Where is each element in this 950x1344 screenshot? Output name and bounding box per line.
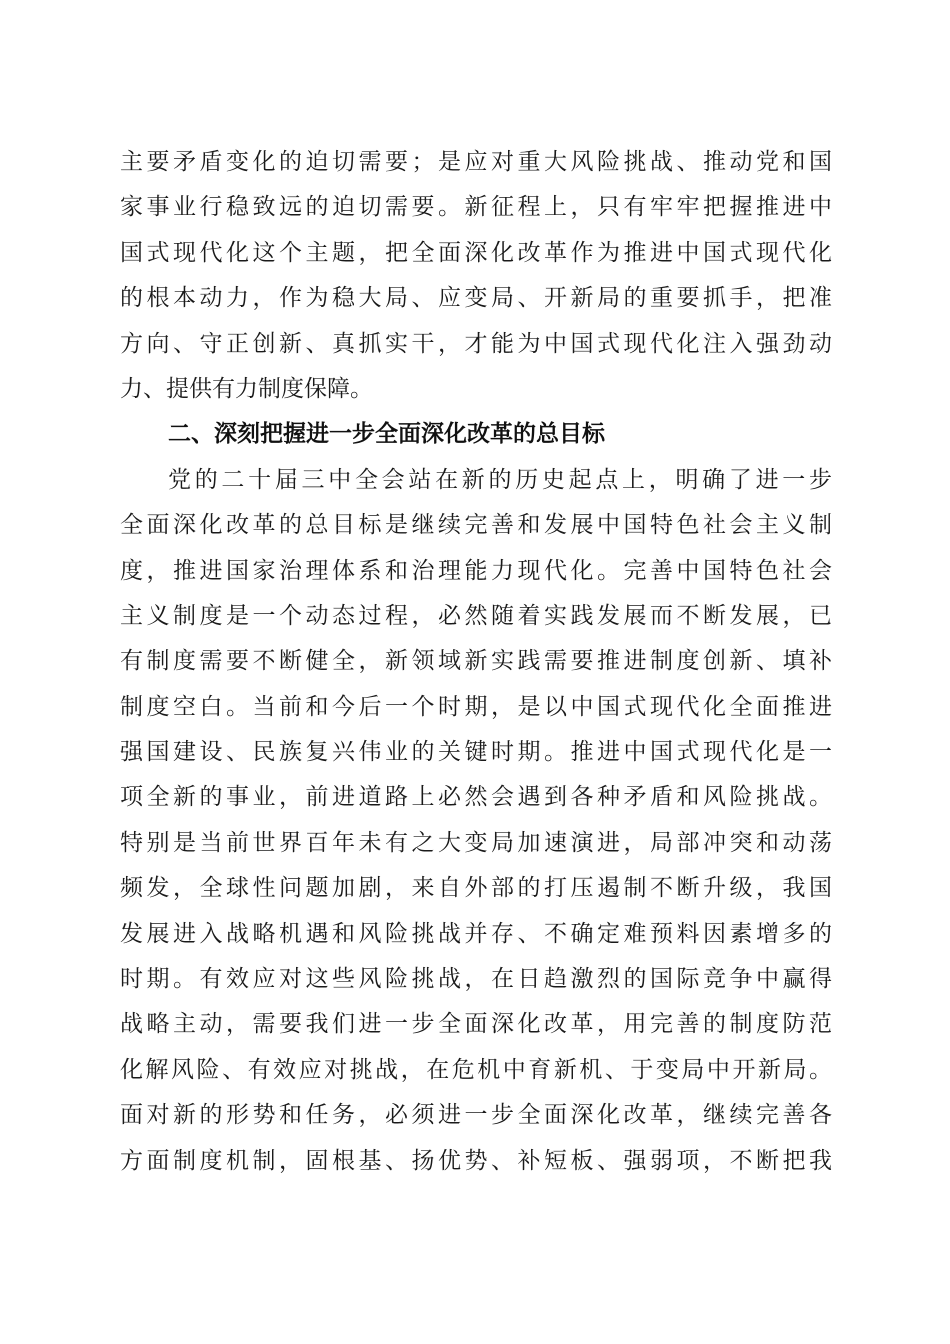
- paragraph-2-line-6: 制度空白。当前和今后一个时期，是以中国式现代化全面推进: [120, 693, 832, 720]
- paragraph-1-line-3: 国式现代化这个主题，把全面深化改革作为推进中国式现代化: [120, 239, 832, 266]
- paragraph-2-line-7: 强国建设、民族复兴伟业的关键时期。推进中国式现代化是一: [120, 739, 832, 766]
- paragraph-2-line-9: 特别是当前世界百年未有之大变局加速演进，局部冲突和动荡: [120, 829, 832, 856]
- paragraph-2-line-1: 党的二十届三中全会站在新的历史起点上，明确了进一步: [168, 466, 832, 493]
- paragraph-2-line-12: 时期。有效应对这些风险挑战，在日趋激烈的国际竞争中赢得: [120, 966, 832, 993]
- paragraph-2-line-8: 项全新的事业，前进道路上必然会遇到各种矛盾和风险挑战。: [120, 784, 832, 811]
- paragraph-2-line-14: 化解风险、有效应对挑战，在危机中育新机、于变局中开新局。: [120, 1056, 832, 1083]
- paragraph-2-line-10: 频发，全球性问题加剧，来自外部的打压遏制不断升级，我国: [120, 875, 832, 902]
- paragraph-2-line-16: 方面制度机制，固根基、扬优势、补短板、强弱项，不断把我: [120, 1147, 832, 1174]
- paragraph-2-line-15: 面对新的形势和任务，必须进一步全面深化改革，继续完善各: [120, 1102, 832, 1129]
- paragraph-1-line-6: 力、提供有力制度保障。: [120, 375, 373, 402]
- paragraph-2-line-3: 度，推进国家治理体系和治理能力现代化。完善中国特色社会: [120, 557, 832, 584]
- paragraph-2-line-4: 主义制度是一个动态过程，必然随着实践发展而不断发展，已: [120, 602, 832, 629]
- paragraph-1-line-2: 家事业行稳致远的迫切需要。新征程上，只有牢牢把握推进中: [120, 194, 832, 221]
- paragraph-2-line-11: 发展进入战略机遇和风险挑战并存、不确定难预料因素增多的: [120, 920, 832, 947]
- paragraph-1-line-1: 主要矛盾变化的迫切需要；是应对重大风险挑战、推动党和国: [120, 149, 832, 175]
- document-body: [120, 140, 832, 1184]
- section-heading: 二、深刻把握进一步全面深化改革的总目标: [168, 421, 605, 448]
- paragraph-2-line-13: 战略主动，需要我们进一步全面深化改革，用完善的制度防范: [120, 1011, 832, 1038]
- paragraph-2-line-5: 有制度需要不断健全，新领域新实践需要推进制度创新、填补: [120, 648, 832, 675]
- paragraph-1-line-5: 方向、守正创新、真抓实干，才能为中国式现代化注入强劲动: [120, 330, 832, 357]
- paragraph-1-line-4: 的根本动力，作为稳大局、应变局、开新局的重要抓手，把准: [120, 285, 832, 312]
- paragraph-2-line-2: 全面深化改革的总目标是继续完善和发展中国特色社会主义制: [120, 512, 832, 539]
